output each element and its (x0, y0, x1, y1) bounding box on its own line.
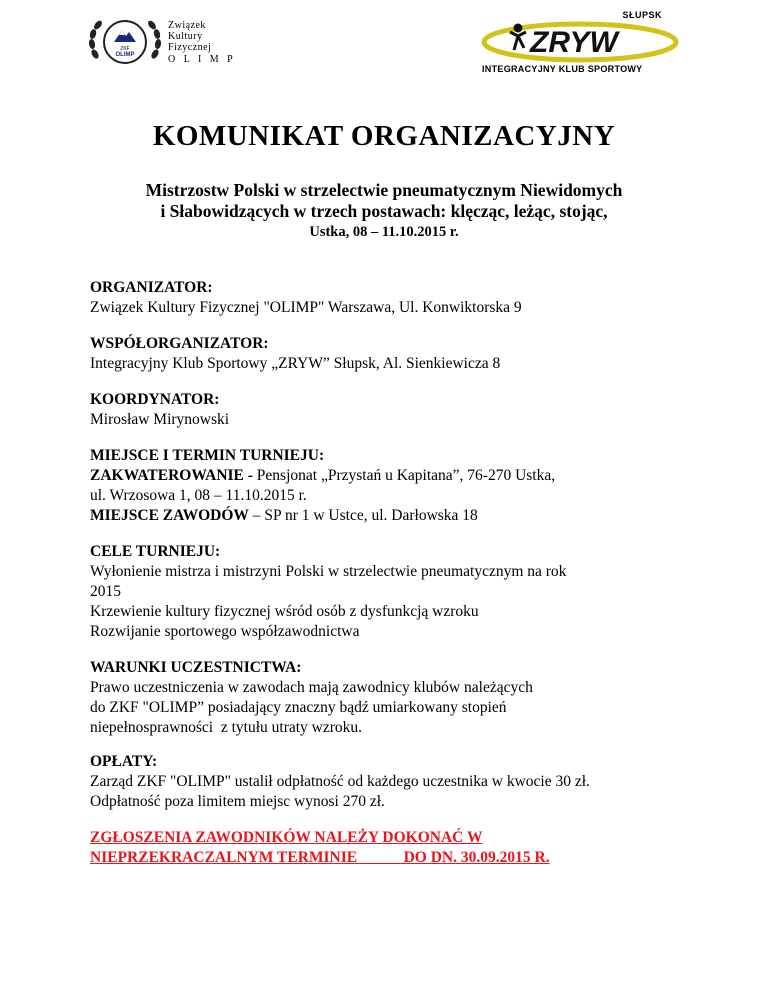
accommodation-text: Pensjonat „Przystań u Kapitana”, 76-270 Ustka, (256, 467, 556, 484)
deadline-line1: ZGŁOSZENIA ZAWODNIKÓW NALEŻY DOKONAĆ W (90, 829, 483, 846)
subtitle-line2: i Słabowidzących w trzech postawach: klęcząc, leżąc, stojąc, (160, 201, 608, 221)
olimp-line2: Kultury (168, 31, 203, 42)
venue-text: – SP nr 1 w Ustce, ul. Darłowska 18 (248, 507, 478, 524)
section-coordinator (90, 390, 730, 430)
goals-heading: CELE TURNIEJU: (90, 543, 221, 560)
section-organizer (90, 278, 730, 318)
olimp-line1: Związek (168, 20, 206, 31)
section-fees (90, 752, 730, 812)
conditions-line: niepełnosprawności z tytułu utraty wzroku. (90, 719, 363, 736)
badge-bottom: OLIMP (115, 52, 135, 58)
olimp-line3: Fizycznej (168, 42, 212, 53)
goals-line: Wyłonienie mistrza i mistrzyni Polski w strzelectwie pneumatycznym na rok (90, 563, 567, 580)
organizer-heading: ORGANIZATOR: (90, 279, 213, 296)
zryw-city: SŁUPSK (622, 10, 662, 20)
section-goals (90, 542, 730, 642)
goals-line: 2015 (90, 583, 121, 600)
accommodation-line2: ul. Wrzosowa 1, 08 – 11.10.2015 r. (90, 487, 307, 504)
conditions-heading: WARUNKI UCZESTNICTWA: (90, 659, 302, 676)
conditions-line: do ZKF "OLIMP” posiadający znaczny bądź umiarkowany stopień (90, 699, 507, 716)
coorganizer-heading: WSPÓŁORGANIZATOR: (90, 335, 269, 352)
coordinator-text: Mirosław Mirynowski (90, 411, 230, 428)
zryw-emblem-icon (480, 14, 680, 66)
olimp-laurel-icon (86, 14, 164, 66)
venue-label: MIEJSCE ZAWODÓW (90, 507, 249, 524)
event-place-date: Ustka, 08 – 11.10.2015 r. (309, 224, 459, 240)
section-coorganizer (90, 334, 730, 374)
section-conditions (90, 658, 730, 738)
coordinator-heading: KOORDYNATOR: (90, 391, 220, 408)
goals-line: Rozwijanie sportowego współzawodnictwa (90, 623, 360, 640)
section-venue (90, 446, 730, 526)
zryw-name: ZRYW (530, 26, 618, 59)
olimp-brand: O L I M P (168, 54, 236, 65)
fees-line: Zarząd ZKF "OLIMP" ustalił odpłatność od każdego uczestnika w kwocie 30 zł. (90, 773, 590, 790)
deadline-line2: NIEPRZEKRACZALNYM TERMINIE DO DN. 30.09.2015 R. (90, 849, 550, 866)
zryw-subtitle: INTEGRACYJNY KLUB SPORTOWY (482, 64, 643, 74)
subtitle-line1: Mistrzostw Polski w strzelectwie pneumatycznym Niewidomych (145, 180, 623, 200)
conditions-line: Prawo uczestniczenia w zawodach mają zawodnicy klubów należących (90, 679, 533, 696)
goals-line: Krzewienie kultury fizycznej wśród osób z dysfunkcją wzroku (90, 603, 479, 620)
coorganizer-text: Integracyjny Klub Sportowy „ZRYW” Słupsk, Al. Sienkiewicza 8 (90, 355, 501, 372)
page-title: KOMUNIKAT ORGANIZACYJNY (152, 120, 616, 152)
zryw-logo (480, 10, 680, 80)
venue-heading: MIEJSCE I TERMIN TURNIEJU: (90, 447, 325, 464)
organizer-text: Związek Kultury Fizycznej "OLIMP" Warszawa, Ul. Konwiktorska 9 (90, 299, 522, 316)
badge-top: ZKF (120, 46, 130, 52)
fees-line: Odpłatność poza limitem miejsc wynosi 270 zł. (90, 793, 385, 810)
olimp-logo (86, 14, 246, 66)
accommodation-label: ZAKWATEROWANIE - (90, 467, 257, 484)
fees-heading: OPŁATY: (90, 753, 158, 770)
